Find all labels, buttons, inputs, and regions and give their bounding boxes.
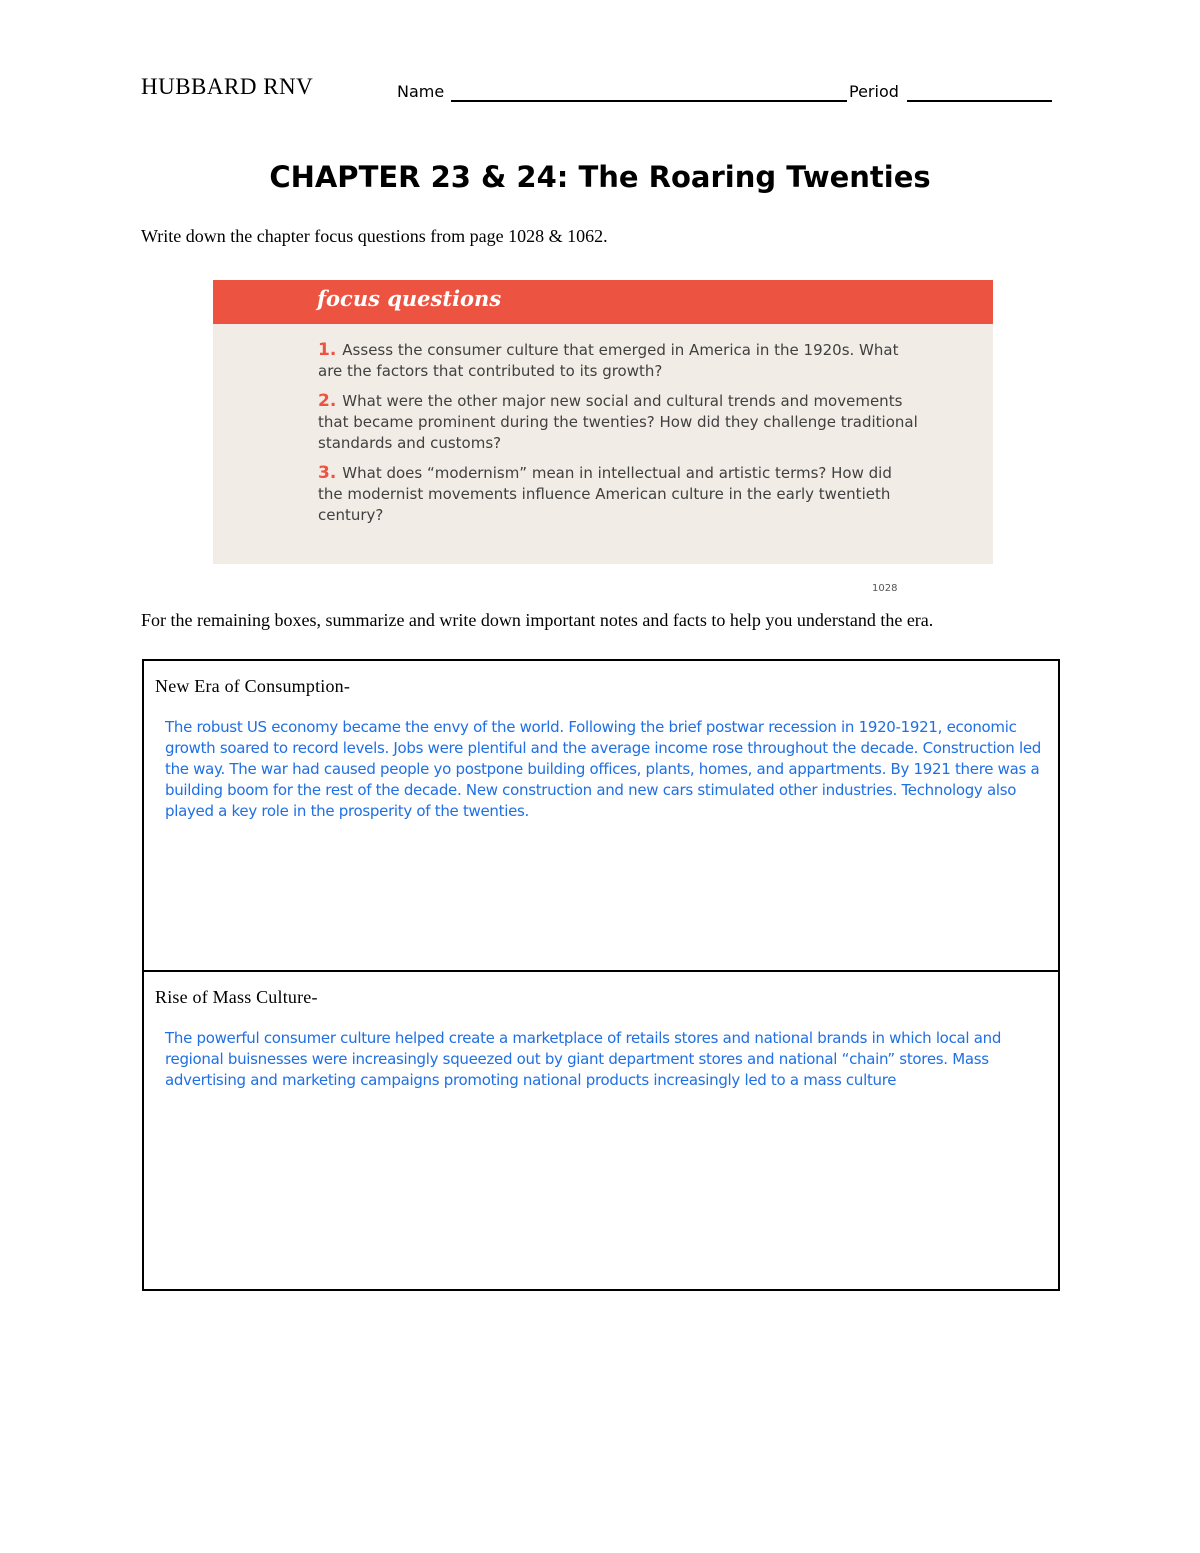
section-notes[interactable]: The powerful consumer culture helped create a marketplace of retails stores and national brands in which local and regional buisnesses were increasingly squeezed out by giant department stores and national “chain” stores. Mass advertising and marketing campaigns promoting national products increasingly led to a mass culture: [165, 1029, 1002, 1089]
section-notes[interactable]: The robust US economy became the envy of the world. Following the brief postwar recession in 1920-1921, economic growth soared to record levels. Jobs were plentiful and the average income rose throughout the decade. Construction led the way. The war had caused people yo postpone building offices, plants, homes, and appartments. By 1921 there was a building boom for the rest of the decade. New construction and new cars stimulated other industries. Technology also played a key role in the prosperity of the twenties.: [165, 718, 1041, 820]
school-name: HUBBARD RNV: [141, 74, 314, 99]
section-heading: Rise of Mass Culture-: [155, 987, 318, 1007]
period-field[interactable]: [907, 100, 1052, 102]
focus-question-3: [318, 463, 918, 526]
question-number: 1.: [318, 340, 337, 360]
focus-question-2: [318, 391, 918, 454]
notes-instruction: For the remaining boxes, summarize and write down important notes and facts to help you understand the era.: [141, 610, 934, 630]
page-header: [141, 74, 1053, 106]
name-field[interactable]: [451, 100, 847, 102]
section-heading: New Era of Consumption-: [155, 676, 351, 696]
question-text: What were the other major new social and cultural trends and movements that became prominent during the twenties? How did they challenge traditional standards and customs?: [318, 392, 918, 452]
focus-questions-header: [213, 280, 993, 324]
focus-question-1: [318, 340, 918, 382]
cropped-page-number: 1028: [872, 583, 898, 594]
page-title: CHAPTER 23 & 24: The Roaring Twenties: [269, 160, 931, 194]
name-label: Name: [397, 82, 445, 101]
question-text: What does “modernism” mean in intellectual and artistic terms? How did the modernist movements influence American culture in the early twentieth century?: [318, 464, 892, 524]
notes-section-consumption[interactable]: [144, 661, 1058, 972]
focus-questions-box: [213, 280, 993, 564]
question-number: 3.: [318, 463, 337, 483]
notes-section-mass-culture[interactable]: [144, 972, 1058, 1289]
question-number: 2.: [318, 391, 337, 411]
question-text: Assess the consumer culture that emerged in America in the 1920s. What are the factors that contributed to its growth?: [318, 341, 899, 380]
focus-instruction: Write down the chapter focus questions from page 1028 & 1062.: [141, 226, 608, 246]
period-label: Period: [849, 82, 899, 101]
focus-questions-title: focus questions: [317, 286, 502, 311]
notes-table: [142, 659, 1060, 1291]
